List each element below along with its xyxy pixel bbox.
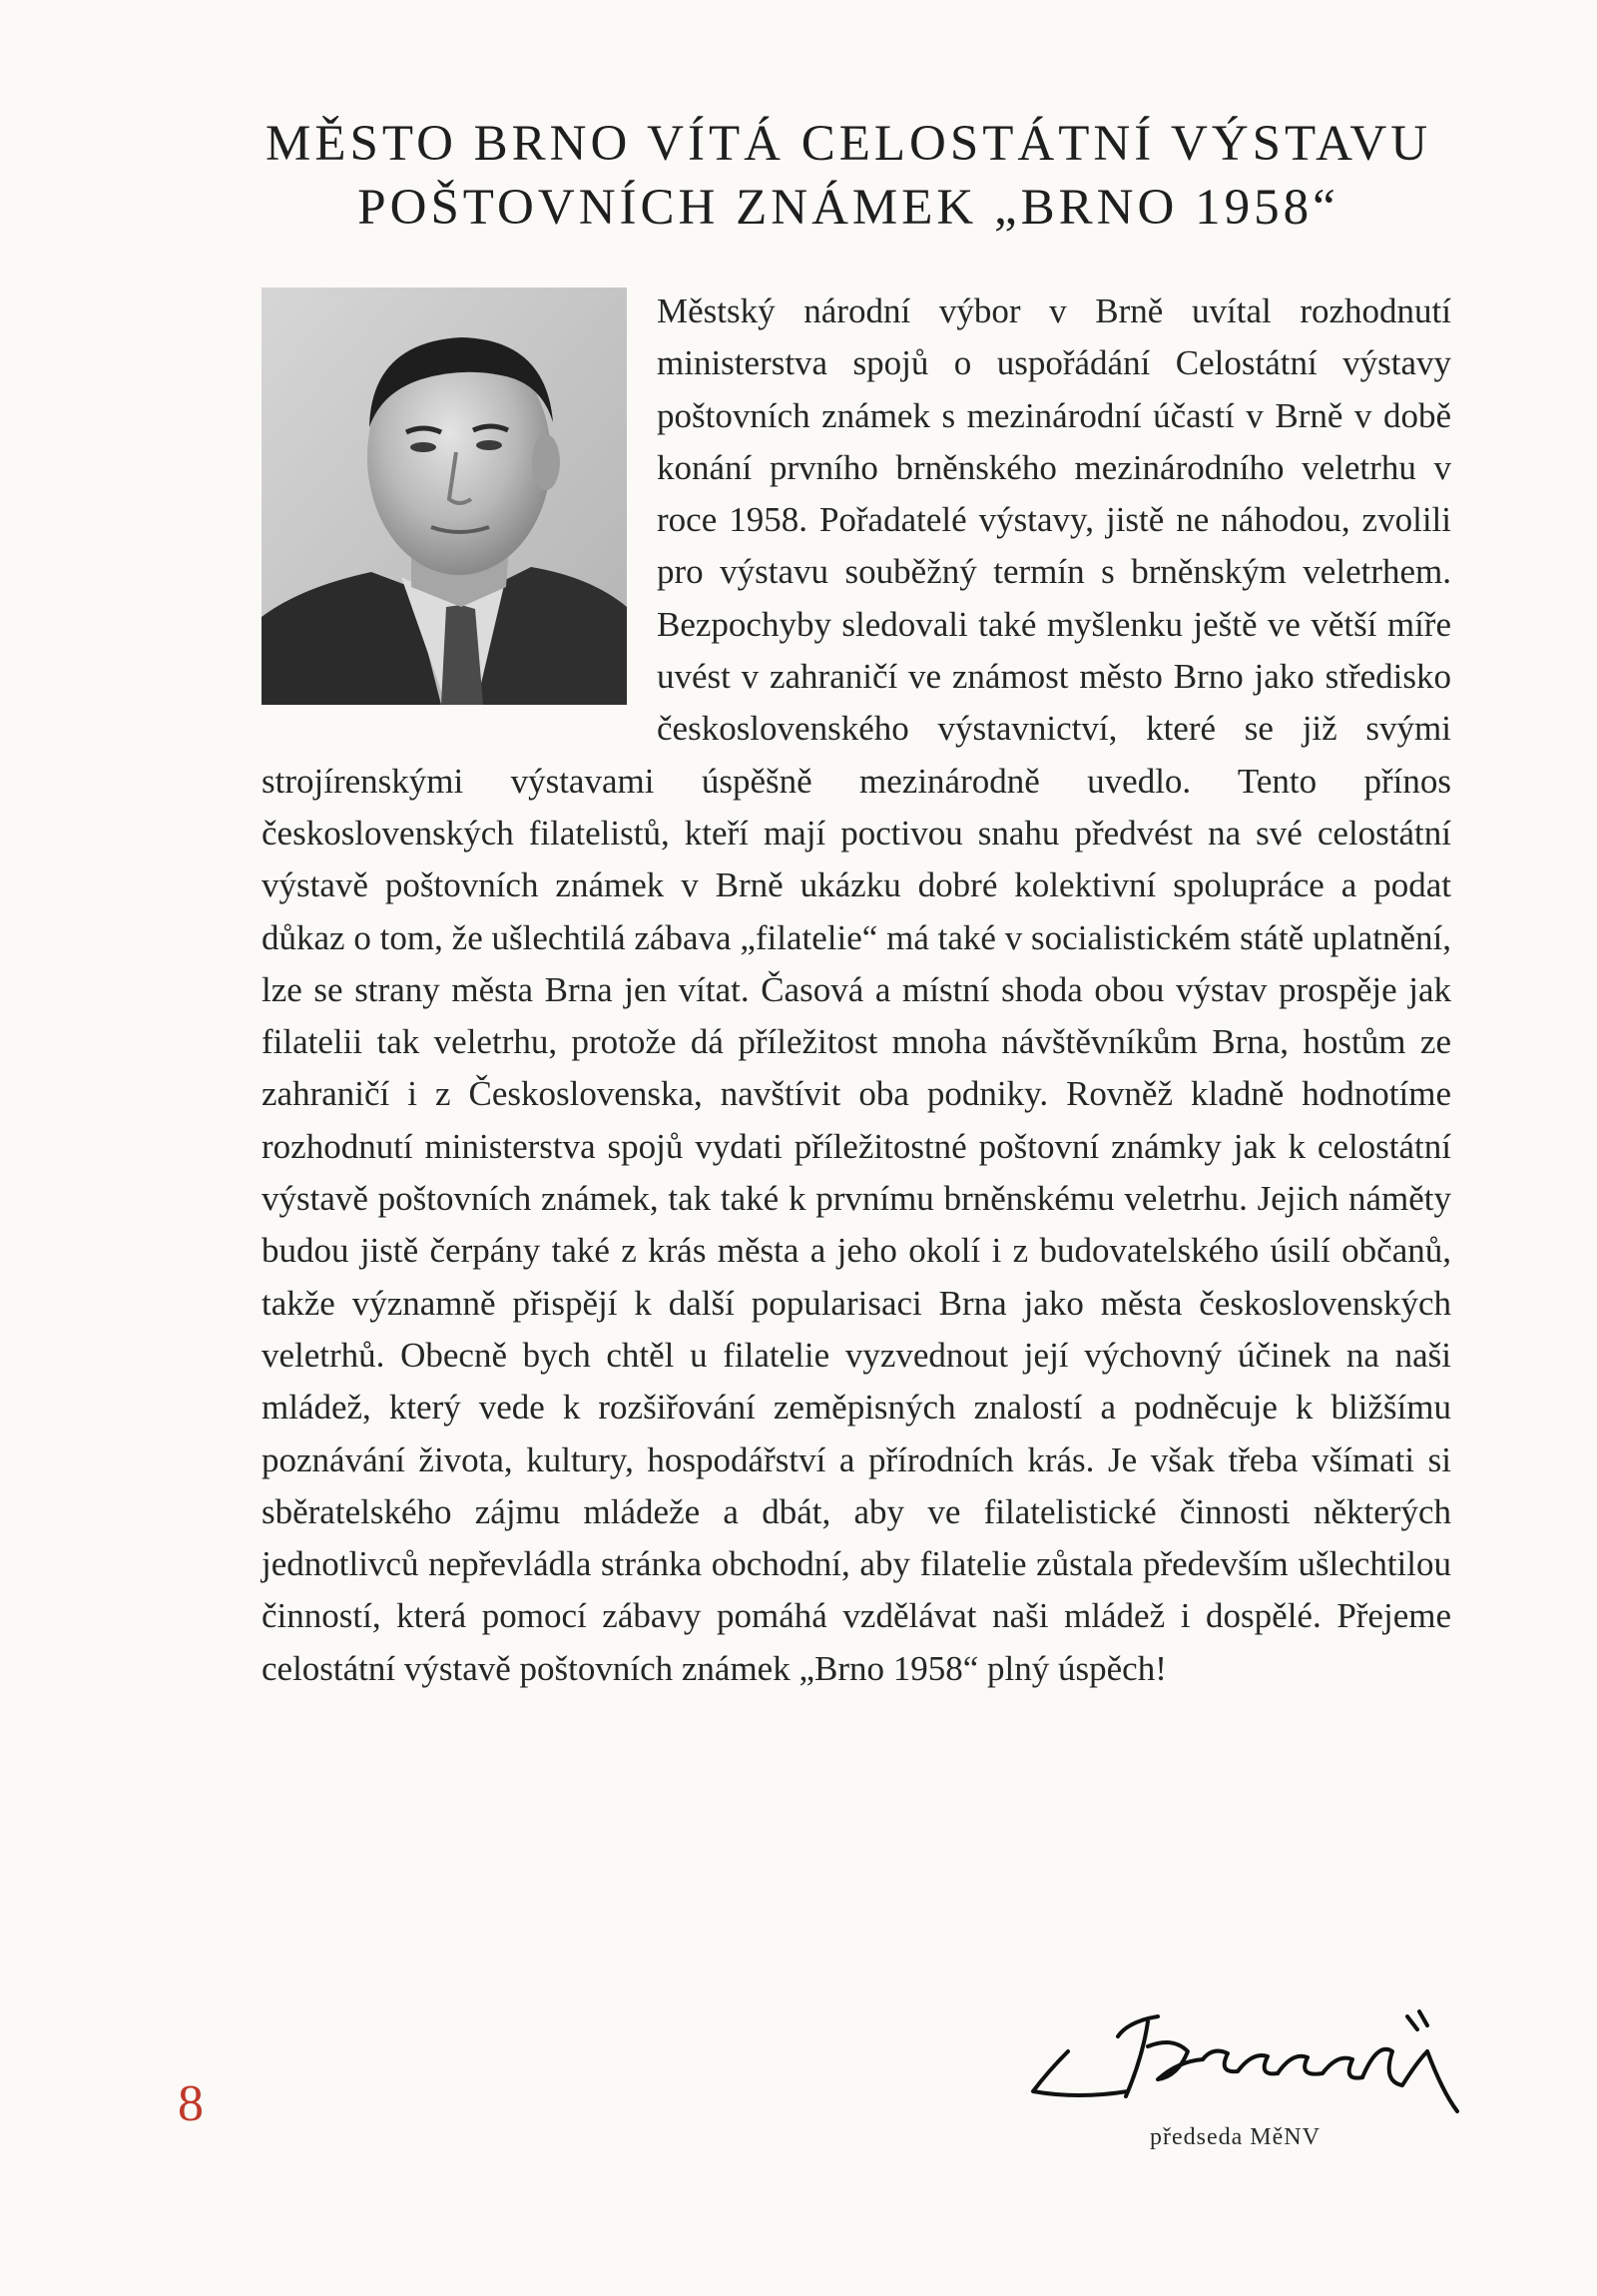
page-title	[200, 112, 1497, 240]
page-number: 8	[178, 2075, 204, 2132]
photo-spacer	[262, 287, 627, 705]
handwritten-signature	[1008, 1982, 1497, 2121]
title-line-2: POŠTOVNÍCH ZNÁMEK „BRNO 1958“	[357, 180, 1339, 236]
article-body	[262, 286, 1451, 1695]
signatory-title: předseda MěNV	[1150, 2124, 1321, 2150]
article-paragraph: Městský národní výbor v Brně uvítal rozhodnutí ministerstva spojů o uspořádání Celostátní výstavy poštovních známek s mezinárodní účastí v Brně v době konání prvního brněnského mezinárodního veletrhu v roce 1958. Pořadatelé výstavy, jistě ne náhodou, zvolili pro výstavu souběžný termín s brněnským veletrhem. Bezpochyby sledovali také myšlenku ještě ve větší míře uvést v zahraničí ve známost město Brno jako středisko československého výstavnictví, které se již svými strojírenskými výstavami úspěšně mezinárodně uvedlo. Tento přínos československých filatelistů, kteří mají poctivou snahu předvést na své celostátní výstavě poštovních známek v Brně ukázku dobré kolektivní spolupráce a podat důkaz o tom, že ušlechtilá zábava „filatelie“ má také v socialistickém státě uplatnění, lze se strany města Brna jen vítat. Časová a místní shoda obou výstav prospěje jak filatelii tak veletrhu, protože dá příležitost mnoha návštěvníkům Brna, hostům ze zahraničí i z Československa, navštívit oba podniky. Rovněž kladně hodnotíme rozhodnutí ministerstva spojů vydati příležitostné poštovní známky jak k celostátní výstavě poštovních známek, tak také k prvnímu brněnskému veletrhu. Jejich náměty budou jistě čerpány také z krás města a jeho okolí i z budovatelského úsilí občanů, takže významně přispějí k další popularisaci Brna jako města československých veletrhů. Obecně bych chtěl u filatelie vyzvednout její výchovný účinek na naši mládež, který vede k rozšiřování zeměpisných znalostí a podněcuje k bližšímu poznávání života, kultury, hospodářství a přírodních krás. Je však třeba všímati si sběratelského zájmu mládeže a dbát, aby ve filatelistické činnosti některých jednotlivců nepřevládla stránka obchodní, aby filatelie zůstala především ušlechtilou činností, která pomocí zábavy pomáhá vzdělávat naši mládež i dospělé. Přejeme celostátní výstavě poštovních známek „Brno 1958“ plný úspěch!	[262, 291, 1451, 1688]
title-line-1: MĚSTO BRNO VÍTÁ CELOSTÁTNÍ VÝSTAVU	[265, 116, 1432, 172]
